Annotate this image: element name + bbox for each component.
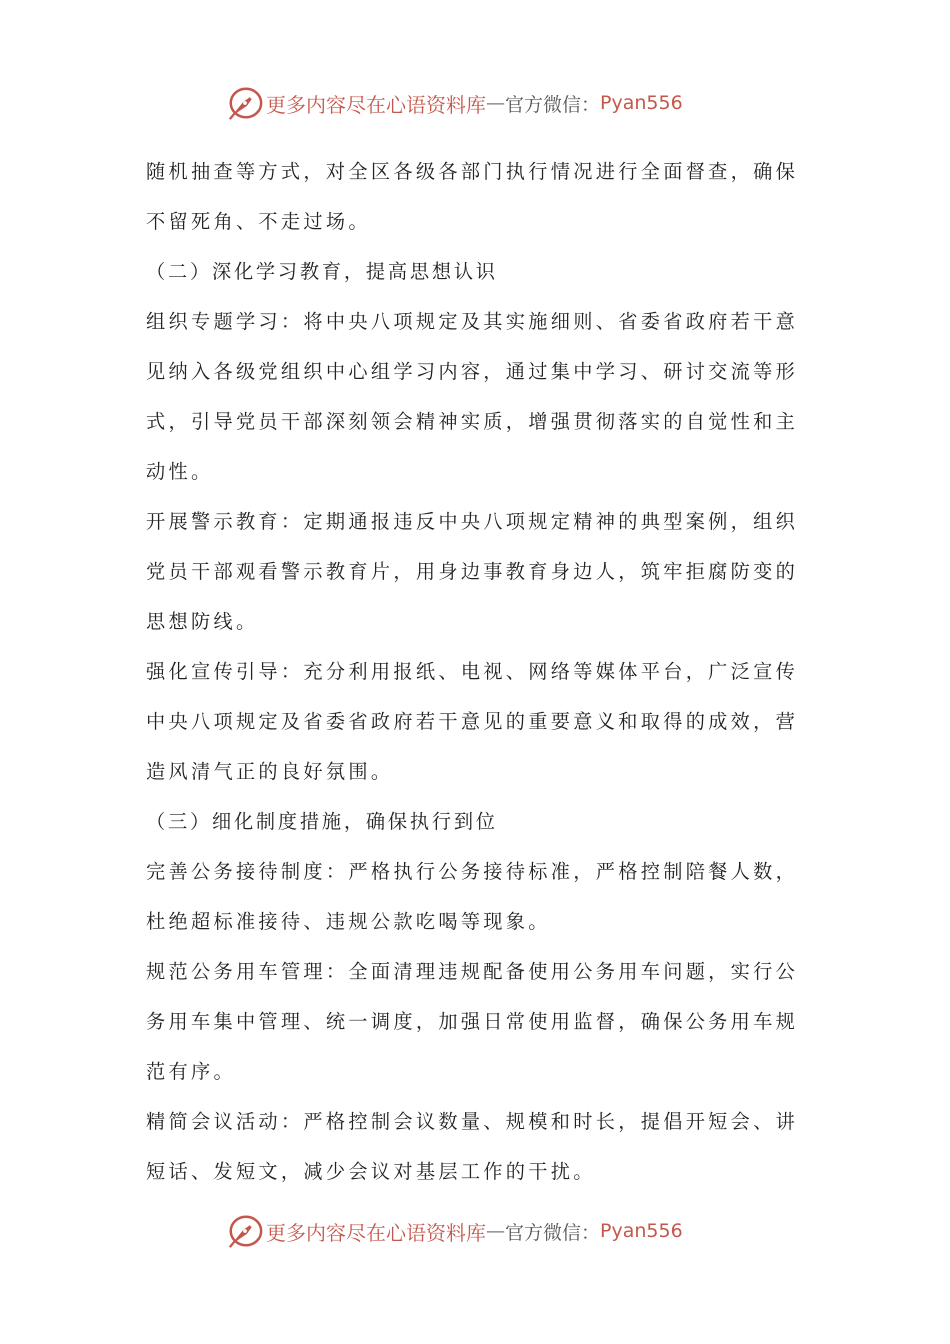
banner-wechat-id: Pyan556 xyxy=(600,1220,683,1242)
banner-main-text: 更多内容尽在心语资料库 xyxy=(266,1220,486,1245)
text-line: 强化宣传引导：充分利用报纸、电视、网络等媒体平台，广泛宣传 xyxy=(146,660,799,683)
text-line: 范有序。 xyxy=(146,1060,236,1083)
text-line: 党员干部观看警示教育片，用身边事教育身边人，筑牢拒腐防变的 xyxy=(146,560,799,583)
header-banner xyxy=(226,83,683,123)
text-line: 务用车集中管理、统一调度，加强日常使用监督，确保公务用车规 xyxy=(146,1010,799,1033)
pen-nib-logo-icon xyxy=(226,84,264,122)
text-line: 精简会议活动：严格控制会议数量、规模和时长，提倡开短会、讲 xyxy=(146,1110,799,1133)
banner-main-text: 更多内容尽在心语资料库 xyxy=(266,92,486,117)
text-line: 中央八项规定及省委省政府若干意见的重要意义和取得的成效，营 xyxy=(146,710,799,733)
text-line: 杜绝超标准接待、违规公款吃喝等现象。 xyxy=(146,910,551,933)
banner-dash: — xyxy=(486,92,505,114)
banner-wechat-label: 官方微信： xyxy=(505,1221,601,1244)
pen-nib-logo-icon xyxy=(226,1212,264,1250)
text-line: 规范公务用车管理：全面清理违规配备使用公务用车问题，实行公 xyxy=(146,960,799,983)
text-line: 完善公务接待制度：严格执行公务接待标准，严格控制陪餐人数， xyxy=(146,860,799,883)
section-heading: （二）深化学习教育，提高思想认识 xyxy=(146,260,498,283)
section-heading: （三）细化制度措施，确保执行到位 xyxy=(146,810,498,833)
text-line: 见纳入各级党组织中心组学习内容，通过集中学习、研讨交流等形 xyxy=(146,360,799,383)
banner-dash: — xyxy=(486,1220,505,1242)
text-line: 随机抽查等方式，对全区各级各部门执行情况进行全面督查，确保 xyxy=(146,160,799,183)
text-line: 开展警示教育：定期通报违反中央八项规定精神的典型案例，组织 xyxy=(146,510,799,533)
text-line: 动性。 xyxy=(146,460,214,483)
text-line: 短话、发短文，减少会议对基层工作的干扰。 xyxy=(146,1160,596,1183)
banner-wechat-id: Pyan556 xyxy=(600,92,683,114)
text-line: 组织专题学习：将中央八项规定及其实施细则、省委省政府若干意 xyxy=(146,310,799,333)
footer-banner xyxy=(226,1211,683,1251)
document-body xyxy=(146,147,808,1197)
text-line: 思想防线。 xyxy=(146,610,259,633)
text-line: 不留死角、不走过场。 xyxy=(146,210,371,233)
banner-wechat-label: 官方微信： xyxy=(505,93,601,116)
text-line: 式，引导党员干部深刻领会精神实质，增强贯彻落实的自觉性和主 xyxy=(146,410,799,433)
text-line: 造风清气正的良好氛围。 xyxy=(146,760,394,783)
